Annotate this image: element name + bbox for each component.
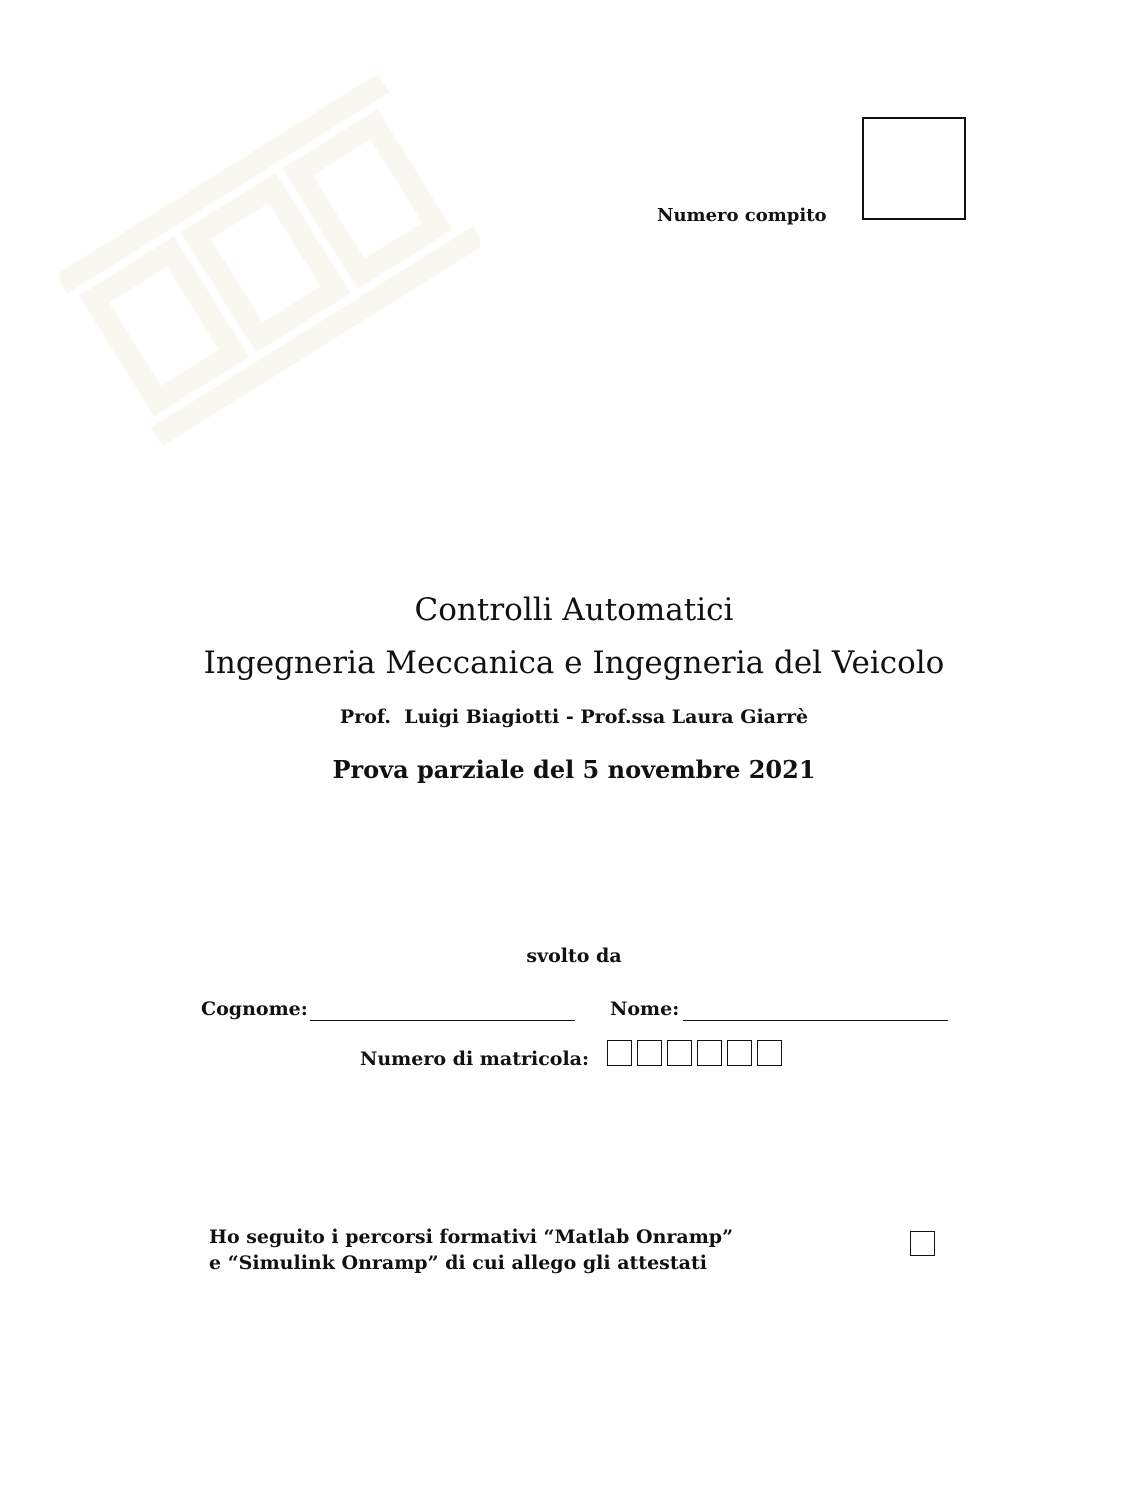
course-title: Controlli Automatici xyxy=(414,592,734,628)
matricola-boxes xyxy=(607,1040,787,1066)
matricola-digit-box[interactable] xyxy=(607,1040,632,1066)
matricola-digit-box[interactable] xyxy=(727,1040,752,1066)
cognome-field[interactable] xyxy=(310,1020,575,1021)
onramp-line-2: e “Simulink Onramp” di cui allego gli attestati xyxy=(209,1252,707,1274)
professors-line: Prof. Luigi Biagiotti - Prof.ssa Laura Giarrè xyxy=(339,706,809,728)
exam-title: Prova parziale del 5 novembre 2021 xyxy=(332,755,816,784)
numero-compito-box[interactable] xyxy=(862,117,966,220)
matricola-digit-box[interactable] xyxy=(757,1040,782,1066)
nome-label: Nome: xyxy=(610,998,680,1020)
numero-compito-label: Numero compito xyxy=(657,205,827,226)
onramp-line-1: Ho seguito i percorsi formativi “Matlab Onramp” xyxy=(209,1226,734,1248)
matricola-digit-box[interactable] xyxy=(697,1040,722,1066)
cognome-label: Cognome: xyxy=(201,998,308,1020)
svolto-da-label: svolto da xyxy=(526,945,622,967)
nome-field[interactable] xyxy=(683,1020,948,1021)
matricola-digit-box[interactable] xyxy=(637,1040,662,1066)
degree-title: Ingegneria Meccanica e Ingegneria del Veicolo xyxy=(203,645,945,681)
onramp-checkbox[interactable] xyxy=(910,1231,935,1256)
matricola-digit-box[interactable] xyxy=(667,1040,692,1066)
onramp-statement xyxy=(209,1224,733,1276)
watermark-logo xyxy=(60,60,480,460)
matricola-label: Numero di matricola: xyxy=(360,1048,589,1070)
